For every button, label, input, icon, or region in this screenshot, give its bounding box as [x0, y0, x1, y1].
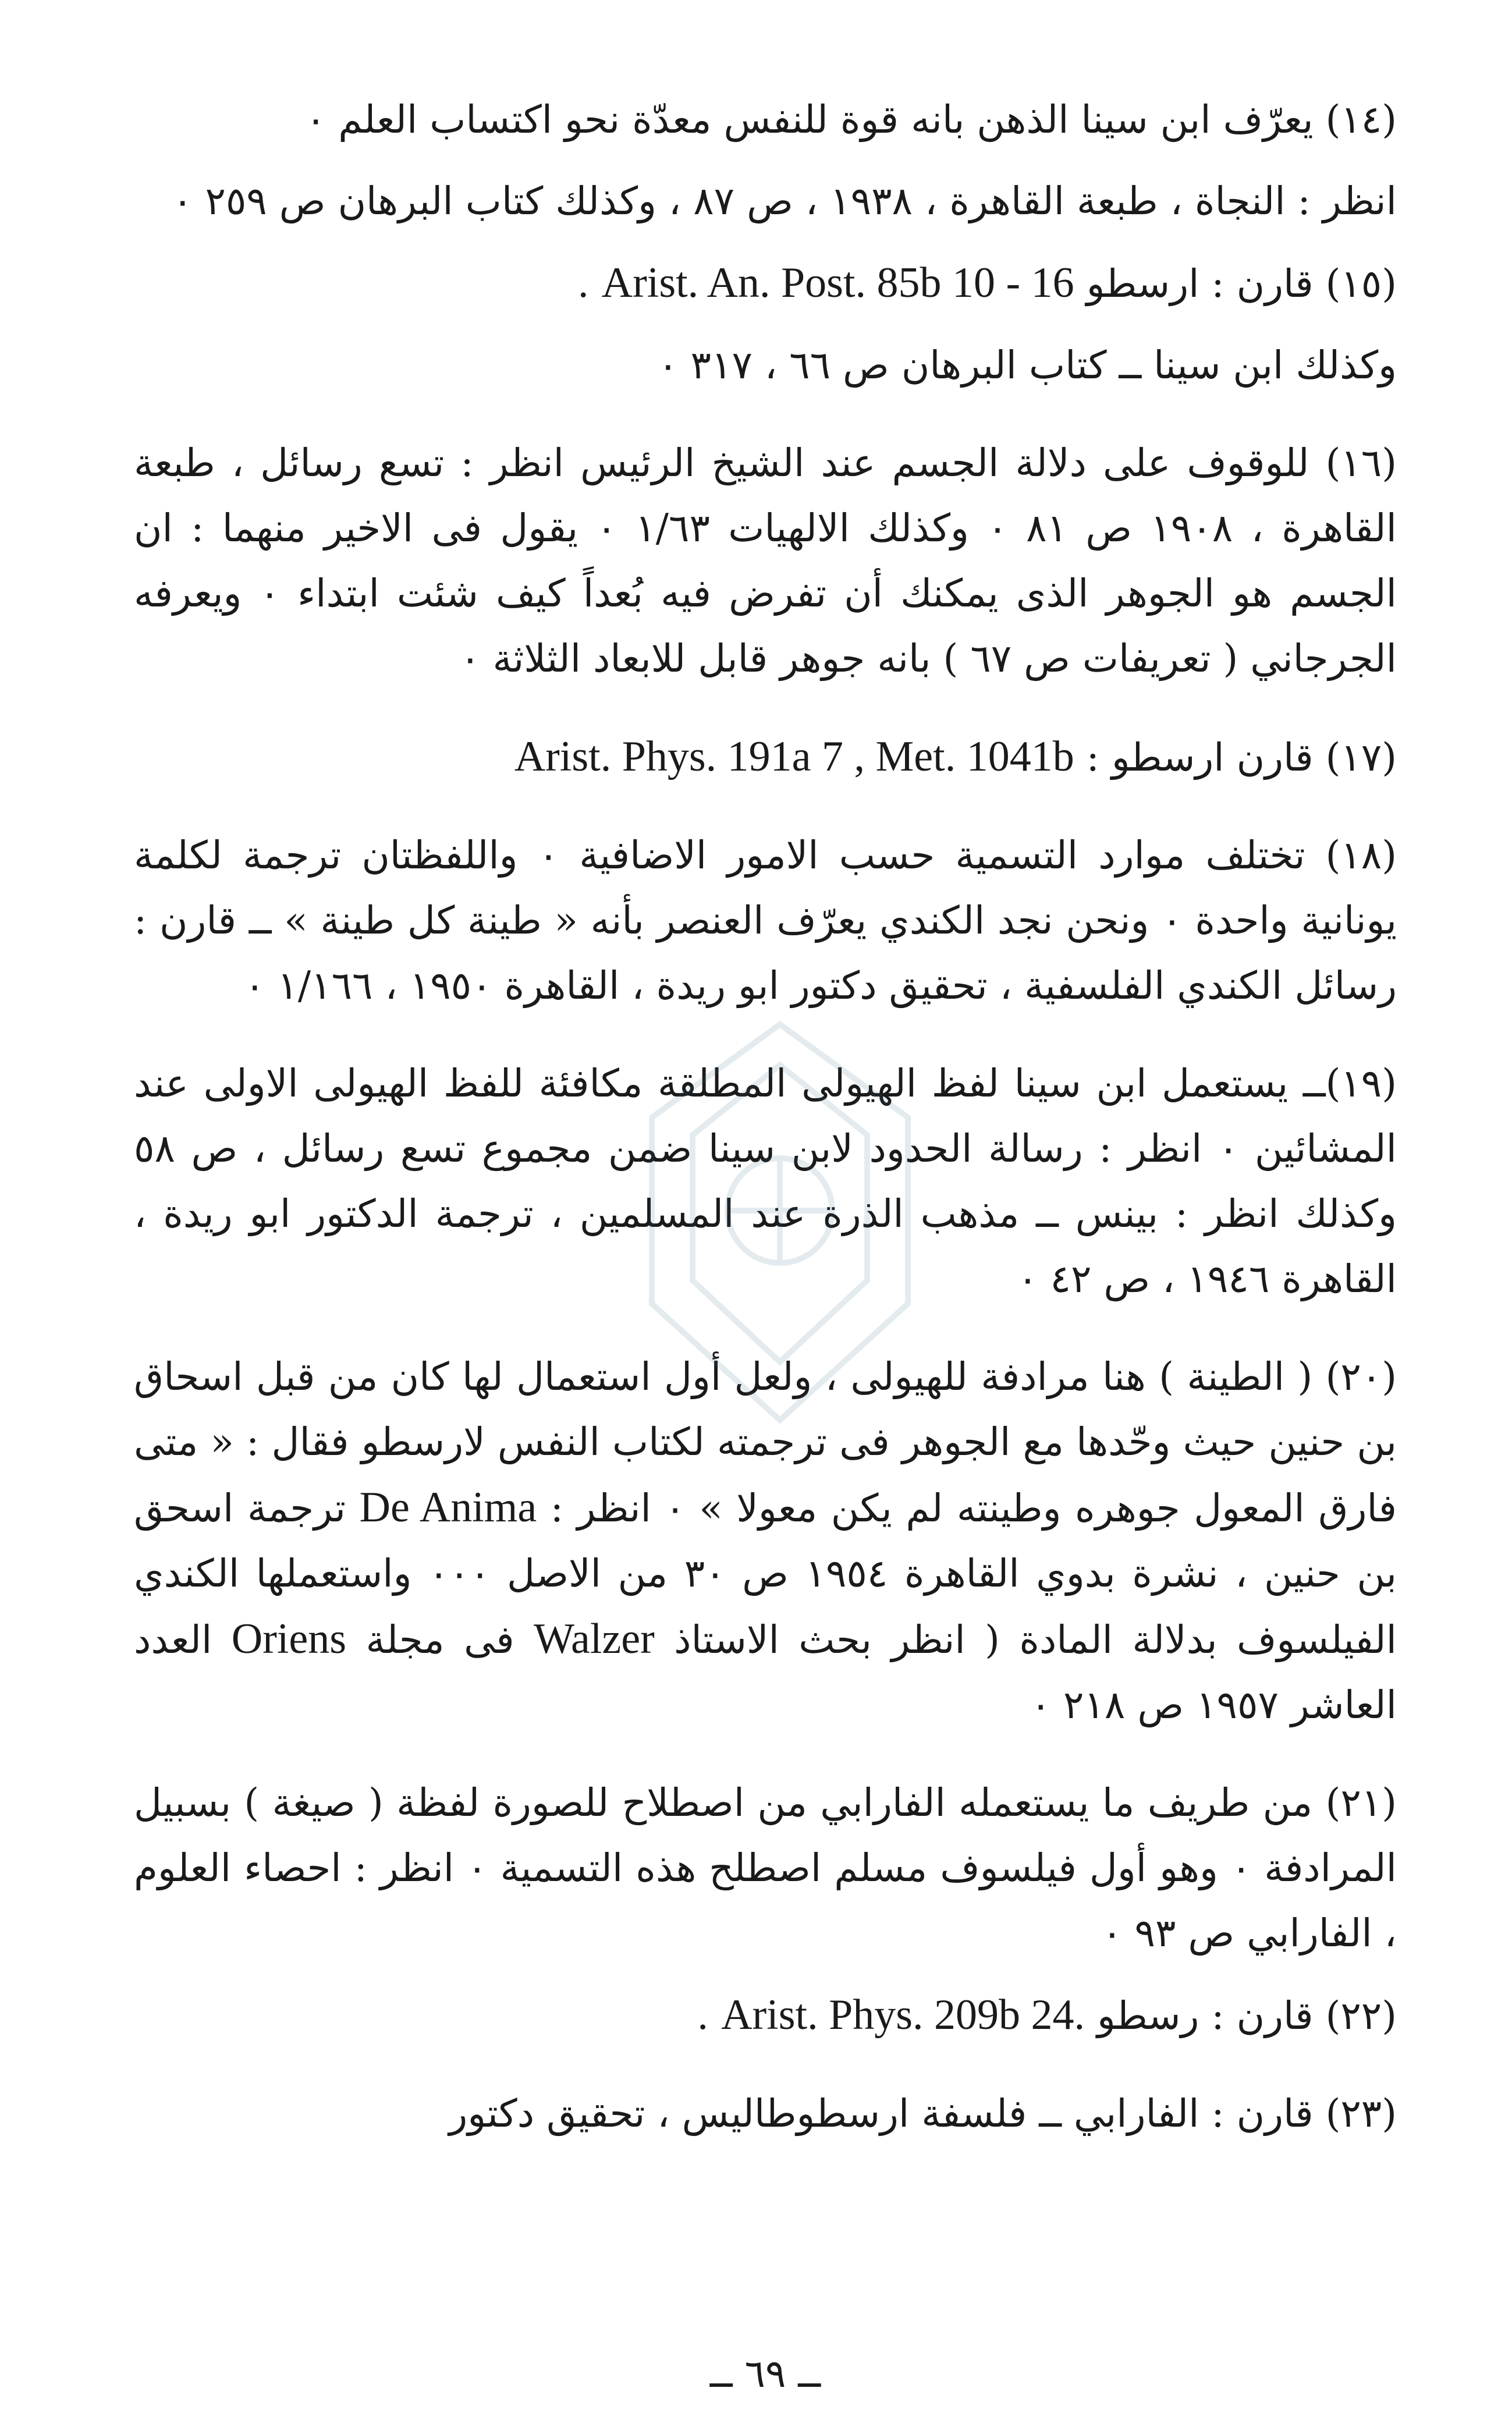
footnote-18: (١٨) تختلف موارد التسمية حسب الامور الاضافية ٠ واللفظتان ترجمة لكلمة يونانية واحدة ٠ ونحن نجد الكندي يعرّف العنصر بأنه « طينة كل طينة » ــ قارن : رسائل الكندي الفلسفية ، تحقيق دكتور ابو ريدة ، القاهرة ١٩٥٠ ، ١/١٦٦ ٠: [134, 833, 1397, 1008]
footnote-20-oriens: Oriens: [231, 1615, 347, 1663]
footnote-17: [134, 724, 1397, 790]
footnote-22-latin-citation: Arist. Phys. 209b 24.: [721, 1991, 1085, 2039]
footnote-22-end: .: [697, 1993, 709, 2038]
footnote-20-part-3: فى مجلة: [365, 1617, 514, 1662]
footnote-16: (١٦) للوقوف على دلالة الجسم عند الشيخ الرئيس انظر : تسع رسائل ، طبعة القاهرة ، ١٩٠٨ ص ٨١ ٠ وكذلك الالهيات ١/٦٣ ٠ يقول فى الاخير منهما : ان الجسم هو الجوهر الذى يمكنك أن تفرض فيه بُعداً كيف شئت ابتداء ٠ ويعرفه الجرجاني ( تعريفات ص ٦٧ ) بانه جوهر قابل للابعاد الثلاثة ٠: [134, 441, 1397, 681]
footnote-20-part-4: العدد العاشر ١٩٥٧ ص ٢١٨ ٠: [134, 1617, 1397, 1727]
footnote-20-part-2: ترجمة اسحق بن حنين ، نشرة بدوي القاهرة ١٩٥٤ ص ٣٠ من الاصل ٠٠٠ واستعملها الكندي الفيلسوف بدلالة المادة ( انظر بحث الاستاذ: [134, 1486, 1397, 1662]
page-number: ــ ٦٩ ــ: [709, 2351, 821, 2396]
footnote-22: [134, 1982, 1397, 2049]
footnote-19: (١٩)ــ يستعمل ابن سينا لفظ الهيولى المطلقة مكافئة للفظ الهيولى الاولى عند المشائين ٠ انظر : رسالة الحدود لابن سينا ضمن مجموع تسع رسائل ، ص ٥٨ وكذلك انظر : بينس ــ مذهب الذرة عند المسلمين ، ترجمة الدكتور ابو ريدة ، القاهرة ١٩٤٦ ، ص ٤٢ ٠: [134, 1061, 1397, 1301]
footnote-23: (٢٣) قارن : الفارابي ــ فلسفة ارسطوطاليس ، تحقيق دكتور: [449, 2091, 1397, 2136]
footnote-17-latin-citation: Arist. Phys. 191a 7 , Met. 1041b: [514, 733, 1074, 780]
footnote-15-arabic: (١٥) قارن : ارسطو: [1086, 261, 1397, 306]
footnote-15-latin-citation: Arist. An. Post. 85b 10 - 16: [601, 259, 1074, 307]
footnote-21: (٢١) من طريف ما يستعمله الفارابي من اصطلاح للصورة لفظة ( صيغة ) بسبيل المرادفة ٠ وهو أول فيلسوف مسلم اصطلح هذه التسمية ٠ انظر : احصاء العلوم ، الفارابي ص ٩٣ ٠: [134, 1780, 1397, 1956]
footnote-20-de-anima: De Anima: [359, 1484, 537, 1531]
footnote-15: [134, 250, 1397, 317]
footnote-22-arabic: (٢٢) قارن : رسطو: [1097, 1993, 1397, 2038]
footnote-20-walzer: Walzer: [534, 1615, 655, 1663]
footnote-15-end: .: [577, 261, 590, 306]
footnote-14: (١٤) يعرّف ابن سينا الذهن بانه قوة للنفس معدّة نحو اكتساب العلم ٠: [305, 97, 1397, 142]
footnote-14-reference: انظر : النجاة ، طبعة القاهرة ، ١٩٣٨ ، ص ٨٧ ، وكذلك كتاب البرهان ص ٢٥٩ ٠: [172, 179, 1397, 223]
footnote-15-reference: وكذلك ابن سينا ــ كتاب البرهان ص ٦٦ ، ٣١٧ ٠: [658, 343, 1397, 388]
footnote-20-part-1: (٢٠) ( الطينة ) هنا مرادفة للهيولى ، ولعل أول استعمال لها كان من قبل اسحاق بن حنين حيث وحّدها مع الجوهر فى ترجمته لكتاب النفس لارسطو فقال : « متى فارق المعول جوهره وطينته لم يكن معولا » ٠ انظر :: [134, 1354, 1397, 1531]
footnote-17-arabic: (١٧) قارن ارسطو :: [1086, 735, 1397, 780]
library-watermark-seal: [617, 1001, 943, 1443]
